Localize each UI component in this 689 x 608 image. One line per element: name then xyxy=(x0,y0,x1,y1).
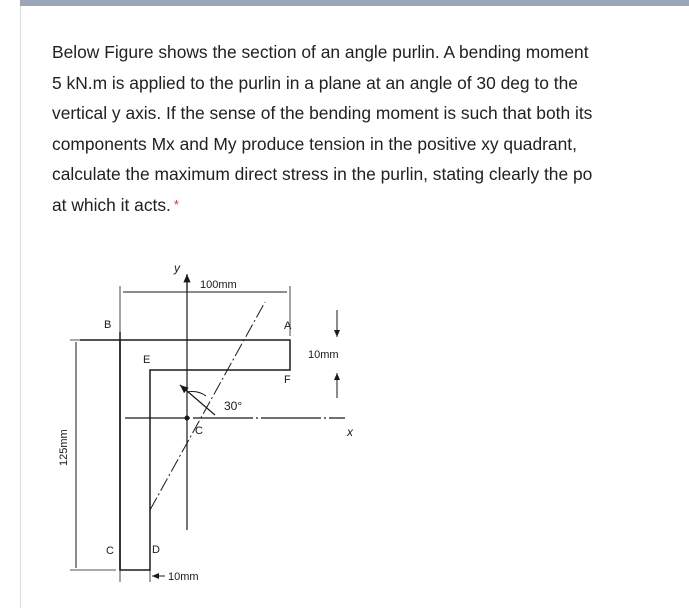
point-e: E xyxy=(143,354,151,366)
point-d: D xyxy=(152,544,160,556)
angle-purlin-figure xyxy=(40,250,380,595)
question-line: Below Figure shows the section of an angle purlin. A bending moment xyxy=(52,42,589,62)
point-b: B xyxy=(104,319,112,331)
dim-height: 125mm xyxy=(58,429,70,466)
question-line: calculate the maximum direct stress in the purlin, stating clearly the po xyxy=(52,164,593,184)
point-c-centroid: C xyxy=(195,425,203,437)
question-line: vertical y axis. If the sense of the bending moment is such that both its xyxy=(52,103,593,123)
moment-plane-line xyxy=(150,302,265,510)
point-a: A xyxy=(284,320,292,332)
point-c-bottom: C xyxy=(106,545,114,557)
axis-x-label: x xyxy=(347,425,353,439)
dim-web-thickness: 10mm xyxy=(168,571,199,583)
question-line: components Mx and My produce tension in the positive xy quadrant, xyxy=(52,133,577,154)
dim-flange-thickness: 10mm xyxy=(308,349,339,361)
centroid-point xyxy=(185,416,190,421)
neutral-axis-arrow xyxy=(180,385,215,415)
angle-section-outline xyxy=(80,340,290,570)
dim-top-width: 100mm xyxy=(200,279,237,291)
question-line: 5 kN.m is applied to the purlin in a plane at an angle of 30 deg to the xyxy=(52,72,578,93)
axis-y-label: y xyxy=(174,261,180,275)
angle-label: 30° xyxy=(224,399,243,413)
question-line-text: at which it acts. xyxy=(52,194,171,215)
required-asterisk: * xyxy=(173,196,179,212)
point-f: F xyxy=(284,374,291,386)
question-line-last xyxy=(52,190,689,221)
question-text xyxy=(52,37,689,220)
